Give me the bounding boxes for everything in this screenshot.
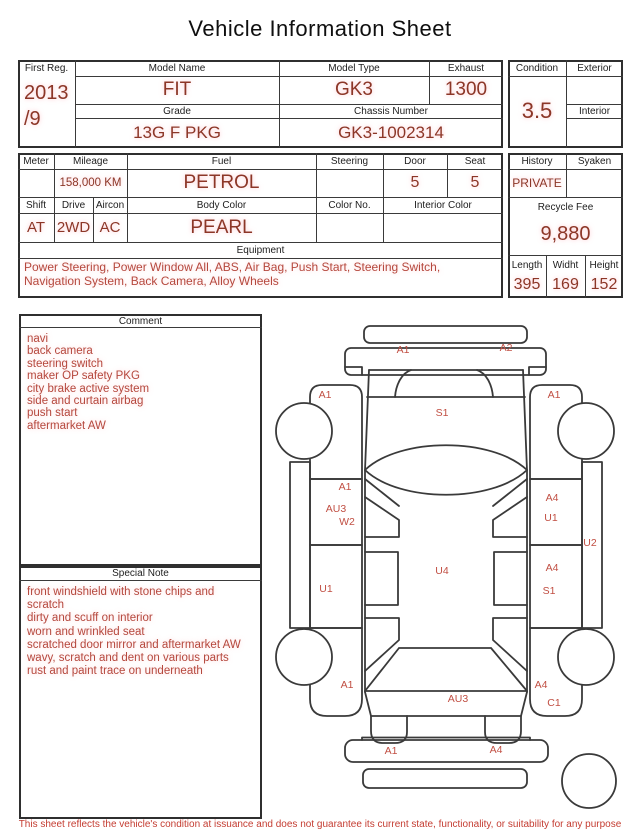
body-color-label: Body Color <box>196 200 247 211</box>
interior-color-label: Interior Color <box>414 200 472 211</box>
equipment-label: Equipment <box>236 245 285 256</box>
recycle-fee-value: 9,880 <box>540 222 591 245</box>
comment-list <box>27 333 253 432</box>
rear-bumper-shape <box>345 740 548 762</box>
model-type-label: Model Type <box>328 63 380 74</box>
body-color-value: PEARL <box>190 216 253 238</box>
note-item: push start <box>27 407 78 420</box>
front-right-wheel <box>558 403 614 459</box>
roof-window-right <box>494 552 527 605</box>
c-pillar-left <box>365 618 399 671</box>
diagram-damage-label: C1 <box>547 697 561 709</box>
grid-line <box>508 197 623 198</box>
shift-value: AT <box>26 219 46 236</box>
fuel-label: Fuel <box>211 156 232 167</box>
diagram-damage-label: A1 <box>547 389 561 401</box>
diagram-damage-label: U2 <box>583 537 597 549</box>
rear-strip-shape <box>363 769 527 788</box>
car-damage-diagram <box>265 315 640 810</box>
interior-value <box>566 118 623 147</box>
chassis-number-value: GK3-1002314 <box>338 122 444 142</box>
rear-window-shape <box>365 648 527 691</box>
seat-value: 5 <box>470 174 480 191</box>
note-item: city brake active system <box>27 382 150 395</box>
mileage-value: 158,000 KM <box>59 177 122 189</box>
drive-value: 2WD <box>56 219 91 236</box>
note-item: back camera <box>27 345 93 358</box>
condition-label: Condition <box>515 63 559 74</box>
height-value: 152 <box>590 276 618 293</box>
note-item: dirty and scuff on interior <box>27 612 153 625</box>
left-rear-door-shape <box>310 545 362 628</box>
drive-label: Drive <box>61 200 86 211</box>
note-item: navi <box>27 333 49 345</box>
windshield-glass-shape <box>365 445 527 495</box>
special-note-header: Special Note <box>112 568 169 579</box>
spare-wheel <box>562 754 616 808</box>
grid-line <box>18 258 503 259</box>
c-pillar-right <box>493 618 527 671</box>
diagram-damage-label: A1 <box>318 389 332 401</box>
diagram-damage-labels <box>319 342 597 757</box>
equipment-text: Power Steering, Power Window All, ABS, Air Bag, Push Start, Steering Switch, Navigation System, Back Camera, Alloy Wheels <box>24 260 441 288</box>
grid-line <box>19 580 262 581</box>
grid-line <box>508 255 623 256</box>
width-value: 169 <box>552 276 579 293</box>
cabin-side-lines <box>365 470 527 692</box>
diagram-damage-label: A4 <box>545 492 559 504</box>
recycle-fee-label: Recycle Fee <box>537 201 594 213</box>
diagram-damage-label: S1 <box>435 407 449 419</box>
diagram-damage-label: W2 <box>339 516 355 528</box>
exhaust-label: Exhaust <box>447 63 485 74</box>
note-item: maker OP safety PKG <box>27 370 140 383</box>
aircon-value: AC <box>99 219 121 236</box>
model-name-label: Model Name <box>148 63 206 74</box>
rear-left-wheel <box>276 629 332 685</box>
rear-panel-shape <box>365 692 527 716</box>
length-value: 395 <box>513 276 541 293</box>
diagram-damage-label: A1 <box>396 344 410 356</box>
width-label: Widht <box>552 259 579 271</box>
a-pillar-right <box>493 479 527 537</box>
grade-label: Grade <box>163 105 191 117</box>
front-panel-notches <box>345 367 546 375</box>
grade-value: 13G F PKG <box>133 122 221 142</box>
seat-label: Seat <box>464 156 486 167</box>
note-item: aftermarket AW <box>27 419 106 432</box>
condition-value: 3.5 <box>521 98 553 123</box>
front-panel-shape <box>345 348 546 375</box>
diagram-damage-label: U1 <box>319 583 333 595</box>
first-reg-label: First Reg. <box>24 63 69 74</box>
roof-window-left <box>365 552 398 605</box>
a-pillar-left <box>365 479 399 537</box>
door-value: 5 <box>410 174 420 191</box>
syaken-label: Syaken <box>577 156 612 167</box>
aircon-label: Aircon <box>95 200 125 211</box>
diagram-damage-label: U4 <box>435 565 449 577</box>
fuel-value: PETROL <box>183 172 260 193</box>
front-bumper-shape <box>364 326 527 343</box>
note-item: wavy, scratch and dent on various parts <box>27 652 229 665</box>
meter-value <box>18 169 54 197</box>
mileage-label: Mileage <box>72 156 109 167</box>
diagram-damage-label: A1 <box>384 745 398 757</box>
chassis-number-label: Chassis Number <box>354 105 428 117</box>
diagram-damage-label: A4 <box>534 679 548 691</box>
interior-color-value <box>383 213 503 242</box>
wiper-arcs <box>395 370 493 397</box>
meter-label: Meter <box>23 156 49 167</box>
exhaust-value: 1300 <box>444 79 488 100</box>
model-name-value: FIT <box>162 79 192 100</box>
syaken-value <box>566 169 623 197</box>
note-item: steering switch <box>27 357 104 370</box>
front-left-wheel <box>276 403 332 459</box>
note-item: side and curtain airbag <box>27 395 144 408</box>
color-no-value <box>316 213 383 242</box>
color-no-label: Color No. <box>328 200 371 211</box>
diagram-damage-label: A4 <box>545 562 559 574</box>
comment-header: Comment <box>118 315 163 327</box>
diagram-damage-label: AU3 <box>325 503 347 515</box>
diagram-damage-label: S1 <box>542 585 556 597</box>
interior-label: Interior <box>578 105 611 117</box>
diagram-damage-label: U1 <box>544 512 558 524</box>
first-reg-value-month: /9 <box>24 107 41 130</box>
grid-line <box>19 327 262 328</box>
exterior-label: Exterior <box>577 63 612 74</box>
first-reg-value-year: 2013 <box>24 81 69 104</box>
note-item: front windshield with stone chips and scratch <box>27 586 215 612</box>
exterior-value <box>566 76 623 104</box>
left-sill-shape <box>290 462 310 628</box>
page-title: Vehicle Information Sheet <box>188 16 452 41</box>
history-value: PRIVATE <box>512 176 562 190</box>
tail-light-right <box>485 716 521 743</box>
special-note-list <box>27 586 245 678</box>
diagram-damage-label: A1 <box>338 481 352 493</box>
diagram-damage-label: A4 <box>489 744 503 756</box>
note-item: scratched door mirror and aftermarket AW <box>27 638 241 651</box>
length-label: Length <box>511 259 543 271</box>
note-item: rust and paint trace on underneath <box>27 665 203 678</box>
rear-right-wheel <box>558 629 614 685</box>
steering-value <box>316 169 383 197</box>
tail-light-left <box>371 716 407 743</box>
note-item: worn and wrinkled seat <box>27 625 145 638</box>
diagram-damage-label: AU3 <box>447 693 469 705</box>
height-label: Height <box>589 259 619 271</box>
steering-label: Steering <box>330 156 369 167</box>
model-type-value: GK3 <box>334 79 374 100</box>
diagram-damage-label: A1 <box>340 679 354 691</box>
door-label: Door <box>404 156 426 167</box>
history-label: History <box>521 156 553 167</box>
shift-label: Shift <box>25 200 46 211</box>
diagram-damage-label: A2 <box>499 342 513 354</box>
right-rear-door-shape <box>530 545 582 628</box>
footer-disclaimer: This sheet reflects the vehicle's condition at issuance and does not guarantee its current state, functionality, or suitability for any purpose <box>18 819 622 830</box>
